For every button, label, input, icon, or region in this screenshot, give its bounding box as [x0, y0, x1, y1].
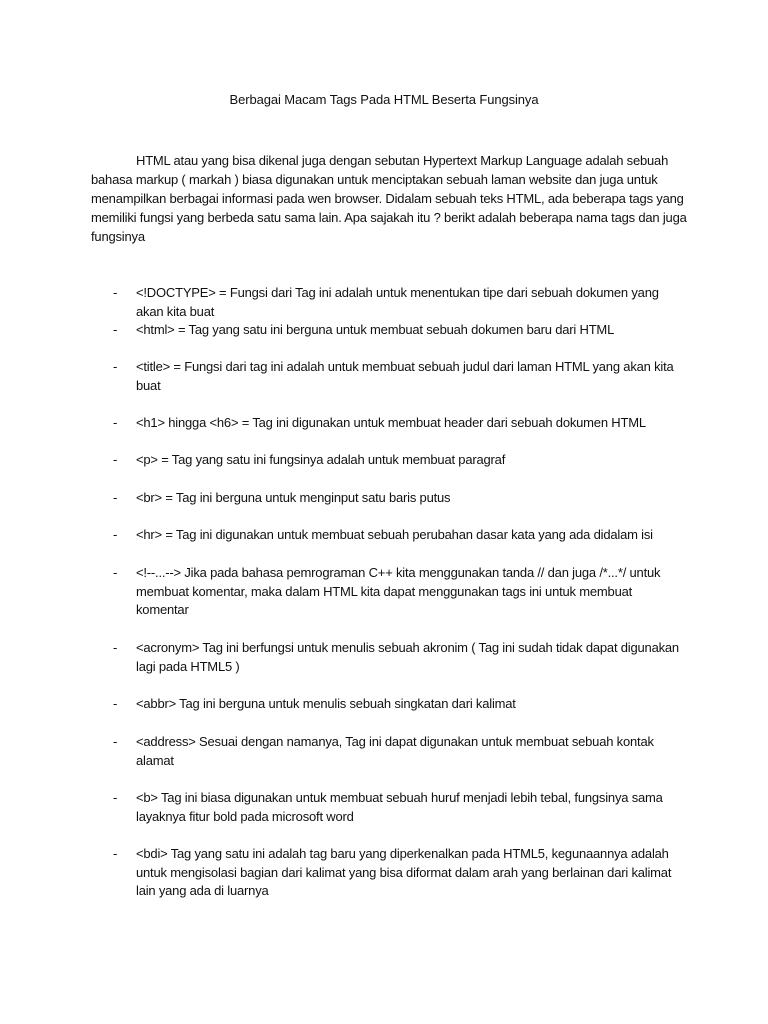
list-item-text: <abbr> Tag ini berguna untuk menulis sebuah singkatan dari kalimat: [136, 696, 516, 711]
list-item-text: <!--...--> Jika pada bahasa pemrograman C++ kita menggunakan tanda // dan juga /*...*/ untuk membuat komentar, maka dalam HTML kita dapat menggunakan tags ini untuk membuat komentar: [136, 565, 661, 617]
list-bullet: -: [113, 490, 118, 505]
list-item-text: <title> = Fungsi dari tag ini adalah untuk membuat sebuah judul dari laman HTML yang akan kita buat: [136, 359, 674, 393]
list-bullet: -: [113, 527, 118, 542]
list-item-text: <br> = Tag ini berguna untuk menginput satu baris putus: [136, 490, 451, 505]
list-bullet: -: [113, 359, 118, 374]
list-bullet: -: [113, 640, 118, 655]
list-item-text: <!DOCTYPE> = Fungsi dari Tag ini adalah untuk menentukan tipe dari sebuah dokumen yang akan kita buat: [136, 285, 659, 319]
list-bullet: -: [113, 790, 118, 805]
list-item-text: <b> Tag ini biasa digunakan untuk membuat sebuah huruf menjadi lebih tebal, fungsinya sama layaknya fitur bold pada microsoft word: [136, 790, 663, 824]
list-item-text: <hr> = Tag ini digunakan untuk membuat sebuah perubahan dasar kata yang ada didalam isi: [136, 527, 653, 542]
list-item-text: <bdi> Tag yang satu ini adalah tag baru yang diperkenalkan pada HTML5, kegunaannya adalah untuk mengisolasi bagian dari kalimat yang bisa diformat dalam arah yang berlainan dari kalimat lain yang ada di luarnya: [136, 846, 672, 898]
list-item-text: <h1> hingga <h6> = Tag ini digunakan untuk membuat header dari sebuah dokumen HTML: [136, 415, 646, 430]
list-item-text: <p> = Tag yang satu ini fungsinya adalah untuk membuat paragraf: [136, 452, 506, 467]
list-bullet: -: [113, 696, 118, 711]
list-bullet: -: [113, 734, 118, 749]
list-bullet: -: [113, 322, 118, 337]
list-bullet: -: [113, 565, 118, 580]
list-item-text: <html> = Tag yang satu ini berguna untuk membuat sebuah dokumen baru dari HTML: [136, 322, 615, 337]
list-bullet: -: [113, 452, 118, 467]
intro-paragraph: HTML atau yang bisa dikenal juga dengan sebutan Hypertext Markup Language adalah sebuah bahasa markup ( markah ) biasa digunakan untuk menciptakan sebuah laman website dan juga untuk menampilkan berbagai informasi pada wen browser. Didalam sebuah teks HTML, ada beberapa tags yang memiliki fungsi yang berbeda satu sama lain. Apa sajakah itu ? berikt adalah beberapa nama tags dan juga fungsinya: [91, 153, 687, 244]
list-bullet: -: [113, 285, 118, 300]
list-bullet: -: [113, 846, 118, 861]
list-bullet: -: [113, 415, 118, 430]
list-item-text: <acronym> Tag ini berfungsi untuk menulis sebuah akronim ( Tag ini sudah tidak dapat digunakan lagi pada HTML5 ): [136, 640, 679, 674]
list-item-text: <address> Sesuai dengan namanya, Tag ini dapat digunakan untuk membuat sebuah kontak alamat: [136, 734, 654, 768]
document-title: Berbagai Macam Tags Pada HTML Beserta Fungsinya: [229, 92, 539, 107]
